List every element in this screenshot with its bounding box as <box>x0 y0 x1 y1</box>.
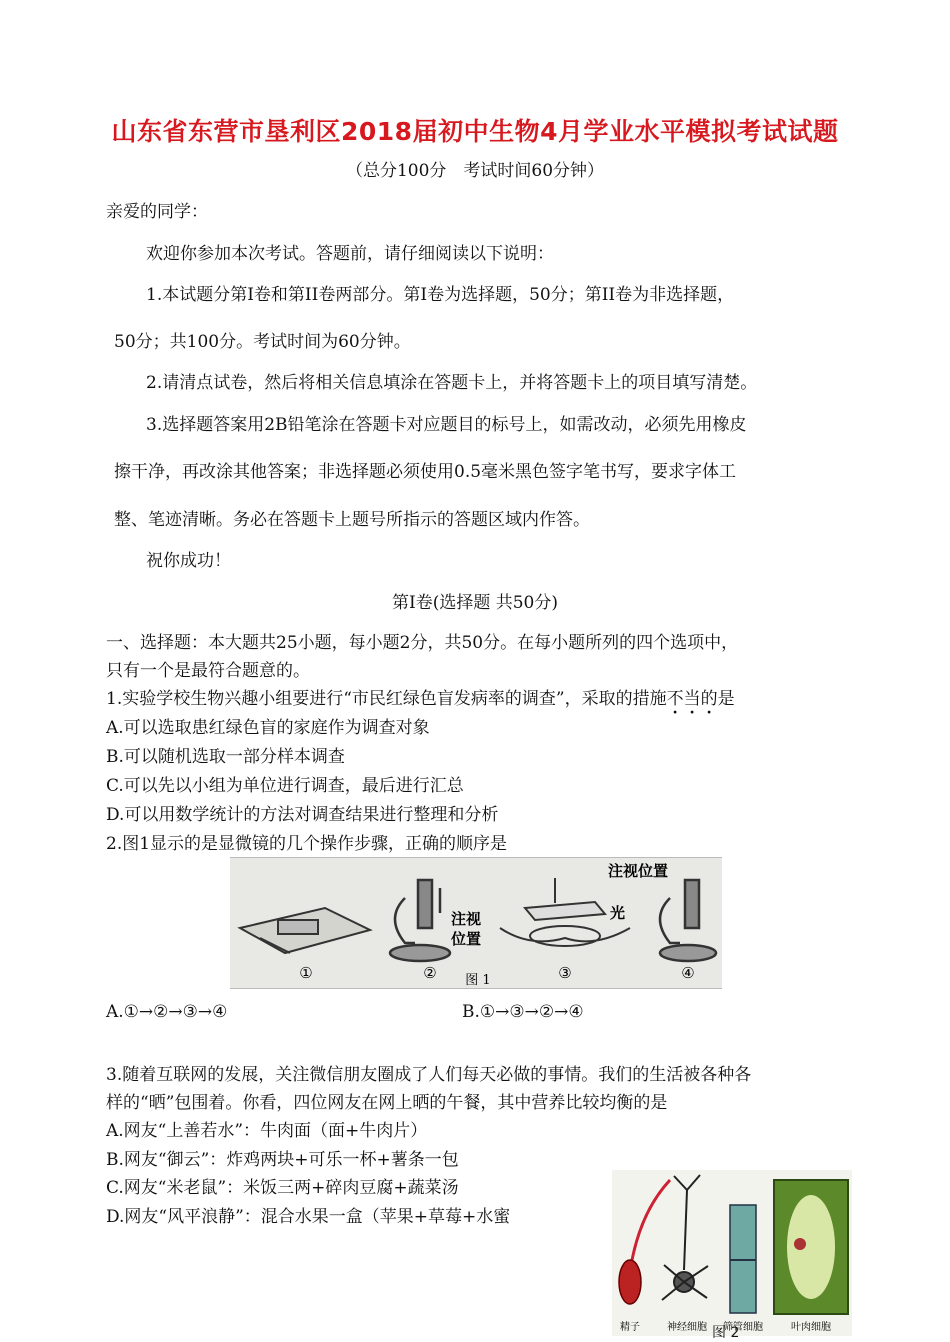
q2-stem: 2.图1显示的是显微镜的几个操作步骤，正确的顺序是 <box>106 834 508 854</box>
q2-option-b: B.①→③→②→④ <box>462 1002 584 1022</box>
part1-line1: 一、选择题：本大题共25小题，每小题2分，共50分。在每小题所列的四个选项中， <box>106 633 739 653</box>
figure-1-microscope-steps <box>230 857 722 989</box>
q3-option-a: A.网友“上善若水”：牛肉面（面+牛肉片） <box>106 1121 428 1141</box>
step-4-number: ④ <box>681 964 695 982</box>
wish-text: 祝你成功！ <box>146 551 231 571</box>
part1-line2: 只有一个是最符合题意的。 <box>106 661 310 681</box>
step-4-label-watch: 注视位置 <box>608 862 669 880</box>
instruction-1a: 1.本试题分第Ⅰ卷和第II卷两部分。第Ⅰ卷为选择题，50分；第II卷为非选择题， <box>146 285 735 305</box>
nerve-cell-illustration <box>662 1175 708 1300</box>
q3-stem-2: 样的“晒”包围着。你看，四位网友在网上晒的午餐，其中营养比较均衡的是 <box>106 1093 668 1113</box>
leaf-mesophyll-cell-illustration <box>774 1180 848 1314</box>
figure-1-caption: 图 1 <box>465 973 491 988</box>
label-nerve-cell: 神经细胞 <box>667 1322 707 1333</box>
q1-emph-2: 当 <box>683 689 701 709</box>
instruction-1b: 50分；共100分。考试时间为60分钟。 <box>114 332 411 352</box>
step-1-illustration <box>240 908 370 953</box>
q1-stem-prefix: 1.实验学校生物兴趣小组要进行“市民红绿色盲发病率的调查”，采取的措施 <box>106 689 667 709</box>
step-1-number: ① <box>299 964 313 982</box>
q3-option-c: C.网友“米老鼠”：米饭三两+碎肉豆腐+蔬菜汤 <box>106 1178 459 1198</box>
q1-stem-suffix: 是 <box>717 689 735 709</box>
figure-1-drawing <box>230 858 722 988</box>
instruction-3c: 整、笔迹清晰。务必在答题卡上题号所指示的答题区域内作答。 <box>114 510 590 530</box>
step-4-illustration <box>660 880 716 961</box>
step-3-number: ③ <box>558 964 572 982</box>
q3-stem-1: 3.随着互联网的发展，关注微信朋友圈成了人们每天必做的事情。我们的生活被各种各 <box>106 1065 752 1085</box>
q1-stem <box>106 684 735 709</box>
q1-emph-3: 的 <box>700 689 718 709</box>
figure-2-caption: 图 2 <box>712 1325 740 1341</box>
instruction-3b: 擦干净，再改涂其他答案；非选择题必须使用0.5毫米黑色签字笔书写，要求字体工 <box>114 462 737 482</box>
welcome-text: 欢迎你参加本次考试。答题前，请仔细阅读以下说明： <box>146 244 554 264</box>
figure-2-cells <box>612 1170 852 1336</box>
label-sieve-tube-cell: 筛管细胞 <box>723 1322 763 1333</box>
step-2-illustration <box>390 880 450 961</box>
sperm-cell-illustration <box>619 1180 670 1304</box>
figure-2-drawing <box>612 1170 852 1336</box>
instruction-2: 2.请清点试卷，然后将相关信息填涂在答题卡上，并将答题卡上的项目填写清楚。 <box>146 373 758 393</box>
instruction-3a: 3.选择题答案用2B铅笔涂在答题卡对应题目的标号上，如需改动，必须先用橡皮 <box>146 415 747 435</box>
label-mesophyll-cell: 叶肉细胞 <box>791 1322 831 1333</box>
step-2-number: ② <box>423 964 437 982</box>
q1-option-a: A.可以选取患红绿色盲的家庭作为调查对象 <box>106 718 430 738</box>
q1-emph-1: 不 <box>666 689 684 709</box>
q1-option-c: C.可以先以小组为单位进行调查，最后进行汇总 <box>106 776 464 796</box>
label-sperm: 精子 <box>620 1322 640 1333</box>
q2-option-a: A.①→②→③→④ <box>106 1002 228 1022</box>
exam-title: 山东省东营市垦利区2018届初中生物4月学业水平模拟考试试题 <box>111 117 839 146</box>
q1-option-b: B.可以随机选取一部分样本调查 <box>106 747 345 767</box>
greeting: 亲爱的同学： <box>106 202 208 222</box>
q3-option-d: D.网友“风平浪静”：混合水果一盒（苹果+草莓+水蜜 <box>106 1207 511 1227</box>
q1-option-d: D.可以用数学统计的方法对调查结果进行整理和分析 <box>106 805 499 825</box>
sieve-tube-cell-illustration <box>730 1205 756 1313</box>
q3-option-b: B.网友“御云”：炸鸡两块+可乐一杯+薯条一包 <box>106 1150 459 1170</box>
step-3-label-light: 光 <box>610 904 626 922</box>
exam-subtitle: （总分100分 考试时间60分钟） <box>345 161 605 181</box>
section-title: 第Ⅰ卷(选择题 共50分) <box>391 593 558 613</box>
step-2-label-watch-2: 位置 <box>451 930 482 948</box>
step-2-label-watch-1: 注视 <box>451 910 482 928</box>
